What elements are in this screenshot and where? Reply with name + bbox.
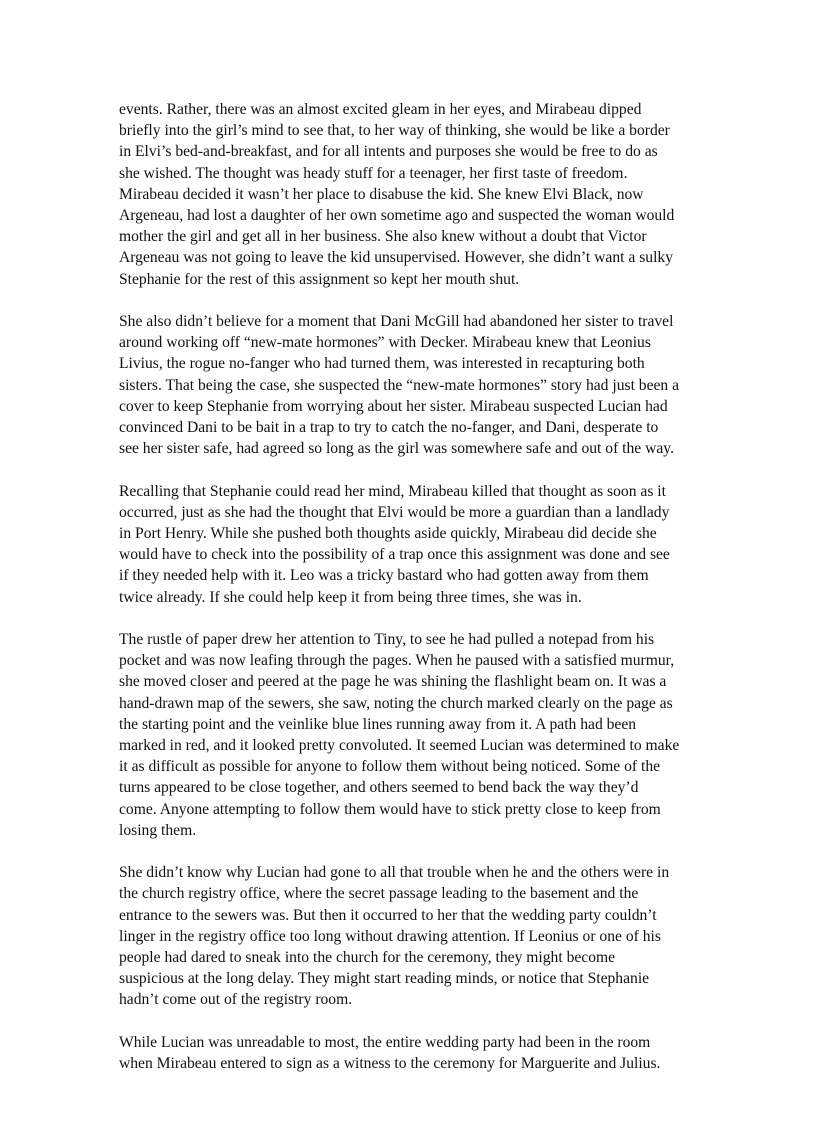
text-line: in Elvi’s bed-and-breakfast, and for all intents and purposes she would be free to do as — [119, 143, 658, 161]
text-line: twice already. If she could help keep it from being three times, she was in. — [119, 588, 582, 606]
text-line: pocket and was now leafing through the pages. When he paused with a satisfied murmur, — [119, 652, 675, 670]
paragraph-3 — [119, 481, 704, 608]
text-line: marked in red, and it looked pretty convoluted. It seemed Lucian was determined to make — [119, 737, 680, 755]
text-line: occurred, just as she had the thought that Elvi would be more a guardian than a landlady — [119, 503, 670, 521]
text-line: Stephanie for the rest of this assignment so kept her mouth shut. — [119, 270, 520, 288]
text-line: Recalling that Stephanie could read her mind, Mirabeau killed that thought as soon as it — [119, 482, 666, 500]
text-line: it as difficult as possible for anyone to follow them without being noticed. Some of the — [119, 758, 661, 776]
text-line: the starting point and the veinlike blue lines running away from it. A path had been — [119, 715, 637, 733]
paragraph-1 — [119, 99, 704, 290]
text-line: hand-drawn map of the sewers, she saw, noting the church marked clearly on the page as — [119, 694, 673, 712]
paragraph-4 — [119, 629, 704, 841]
text-line: sisters. That being the case, she suspected the “new-mate hormones” story had just been a — [119, 376, 680, 394]
text-line: suspicious at the long delay. They might start reading minds, or notice that Stephanie — [119, 970, 650, 988]
paragraph-2 — [119, 311, 704, 459]
text-line: would have to check into the possibility of a trap once this assignment was done and see — [119, 546, 670, 564]
text-line: Argeneau, had lost a daughter of her own sometime ago and suspected the woman would — [119, 207, 675, 225]
text-line: the church registry office, where the secret passage leading to the basement and the — [119, 885, 639, 903]
text-line: Argeneau was not going to leave the kid unsupervised. However, she didn’t want a sulky — [119, 249, 673, 267]
text-line: While Lucian was unreadable to most, the entire wedding party had been in the room — [119, 1033, 651, 1051]
paragraph-5 — [119, 862, 704, 1010]
text-line: she wished. The thought was heady stuff for a teenager, her first taste of freedom. — [119, 164, 628, 182]
text-line: hadn’t come out of the registry room. — [119, 991, 353, 1009]
text-line: losing them. — [119, 821, 197, 839]
text-line: entrance to the sewers was. But then it occurred to her that the wedding party couldn’t — [119, 906, 657, 924]
text-line: around working off “new-mate hormones” with Decker. Mirabeau knew that Leonius — [119, 334, 651, 352]
text-line: She also didn’t believe for a moment that Dani McGill had abandoned her sister to travel — [119, 313, 674, 331]
text-line: Livius, the rogue no-fanger who had turned them, was interested in recapturing both — [119, 355, 645, 373]
text-line: see her sister safe, had agreed so long as the girl was somewhere safe and out of the way. — [119, 440, 674, 458]
text-line: convinced Dani to be bait in a trap to try to catch the no-fanger, and Dani, desperate to — [119, 419, 659, 437]
text-line: events. Rather, there was an almost excited gleam in her eyes, and Mirabeau dipped — [119, 101, 642, 118]
text-line: mother the girl and get all in her business. She also knew without a doubt that Victor — [119, 228, 647, 246]
text-line: in Port Henry. While she pushed both thoughts aside quickly, Mirabeau did decide she — [119, 525, 657, 543]
text-line: linger in the registry office too long without drawing attention. If Leonius or one of his — [119, 927, 661, 945]
text-line: Mirabeau decided it wasn’t her place to disabuse the kid. She knew Elvi Black, now — [119, 185, 644, 203]
text-line: turns appeared to be close together, and others seemed to bend back the way they’d — [119, 779, 639, 797]
text-line: briefly into the girl’s mind to see that, to her way of thinking, she would be like a border — [119, 122, 670, 140]
text-line: people had dared to sneak into the church for the ceremony, they might become — [119, 949, 616, 967]
text-line: come. Anyone attempting to follow them would have to stick pretty close to keep from — [119, 800, 661, 818]
text-line: cover to keep Stephanie from worrying about her sister. Mirabeau suspected Lucian had — [119, 397, 668, 415]
text-line: if they needed help with it. Leo was a tricky bastard who had gotten away from them — [119, 567, 649, 585]
paragraph-6 — [119, 1032, 704, 1074]
text-line: She didn’t know why Lucian had gone to all that trouble when he and the others were in — [119, 864, 670, 882]
document-page — [119, 99, 704, 1074]
text-line: when Mirabeau entered to sign as a witness to the ceremony for Marguerite and Julius. — [119, 1055, 661, 1073]
text-line: The rustle of paper drew her attention to Tiny, to see he had pulled a notepad from his — [119, 631, 655, 649]
text-line: she moved closer and peered at the page he was shining the flashlight beam on. It was a — [119, 673, 667, 691]
